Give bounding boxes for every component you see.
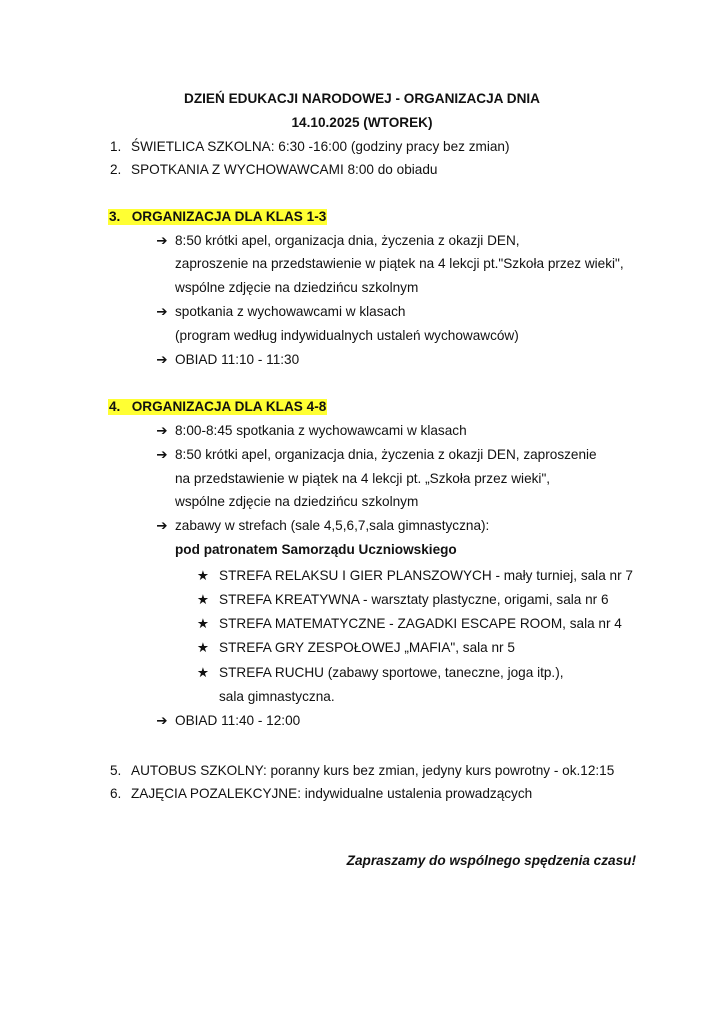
list-number: 2. bbox=[110, 162, 122, 177]
star-icon: ★ bbox=[196, 640, 210, 655]
bullet-text: OBIAD 11:40 - 12:00 bbox=[175, 713, 301, 728]
bullet-text: zabawy w strefach (sale 4,5,6,7,sala gimnastyczna): bbox=[175, 518, 490, 533]
bullet-text: 8:50 krótki apel, organizacja dnia, życzenia z okazji DEN, bbox=[175, 233, 520, 248]
star-icon: ★ bbox=[196, 616, 210, 631]
closing-invitation: Zapraszamy do wspólnego spędzenia czasu! bbox=[346, 853, 636, 868]
patron-note: pod patronatem Samorządu Uczniowskiego bbox=[175, 542, 457, 557]
zone-text: STREFA KREATYWNA - warsztaty plastyczne, origami, sala nr 6 bbox=[219, 592, 609, 607]
section-title: ORGANIZACJA DLA KLAS 4-8 bbox=[131, 399, 327, 414]
list-text: ZAJĘCIA POZALEKCYJNE: indywidualne ustalenia prowadzących bbox=[131, 786, 533, 801]
zone-text: STREFA RUCHU (zabawy sportowe, taneczne, joga itp.), bbox=[219, 665, 564, 680]
list-number: 1. bbox=[110, 139, 122, 154]
arrow-icon: ➔ bbox=[156, 518, 168, 533]
list-text: AUTOBUS SZKOLNY: poranny kurs bez zmian, jedyny kurs powrotny - ok.12:15 bbox=[131, 763, 615, 778]
bullet-text: wspólne zdjęcie na dziedzińcu szkolnym bbox=[175, 494, 419, 509]
arrow-icon: ➔ bbox=[156, 423, 168, 438]
bullet-text: na przedstawienie w piątek na 4 lekcji pt. „Szkoła przez wieki", bbox=[175, 471, 551, 486]
bullet-text: spotkania z wychowawcami w klasach bbox=[175, 304, 406, 319]
arrow-icon: ➔ bbox=[156, 713, 168, 728]
section-heading bbox=[108, 399, 327, 415]
star-icon: ★ bbox=[196, 592, 210, 607]
list-text: SPOTKANIA Z WYCHOWAWCAMI 8:00 do obiadu bbox=[131, 162, 438, 177]
zone-text: sala gimnastyczna. bbox=[219, 689, 335, 704]
arrow-icon: ➔ bbox=[156, 304, 168, 319]
section-number: 4. bbox=[109, 399, 121, 414]
section-title: ORGANIZACJA DLA KLAS 1-3 bbox=[131, 209, 327, 224]
list-text: ŚWIETLICA SZKOLNA: 6:30 -16:00 (godziny pracy bez zmian) bbox=[131, 139, 510, 154]
list-number: 5. bbox=[110, 763, 122, 778]
bullet-text: 8:00-8:45 spotkania z wychowawcami w klasach bbox=[175, 423, 467, 438]
arrow-icon: ➔ bbox=[156, 233, 168, 248]
star-icon: ★ bbox=[196, 568, 210, 583]
bullet-text: wspólne zdjęcie na dziedzińcu szkolnym bbox=[175, 280, 419, 295]
bullet-text: (program według indywidualnych ustaleń wychowawców) bbox=[175, 328, 519, 343]
bullet-text: zaproszenie na przedstawienie w piątek na 4 lekcji pt."Szkoła przez wieki", bbox=[175, 256, 624, 271]
list-number: 6. bbox=[110, 786, 122, 801]
arrow-icon: ➔ bbox=[156, 352, 168, 367]
bullet-text: OBIAD 11:10 - 11:30 bbox=[175, 352, 300, 367]
zone-text: STREFA RELAKSU I GIER PLANSZOWYCH - mały turniej, sala nr 7 bbox=[219, 568, 633, 583]
star-icon: ★ bbox=[196, 665, 210, 680]
zone-text: STREFA MATEMATYCZNE - ZAGADKI ESCAPE ROOM, sala nr 4 bbox=[219, 616, 622, 631]
bullet-text: 8:50 krótki apel, organizacja dnia, życzenia z okazji DEN, zaproszenie bbox=[175, 447, 597, 462]
section-heading bbox=[108, 209, 327, 225]
page-title: DZIEŃ EDUKACJI NARODOWEJ - ORGANIZACJA DNIA bbox=[184, 91, 540, 106]
page-date: 14.10.2025 (WTOREK) bbox=[291, 115, 433, 130]
section-number: 3. bbox=[109, 209, 121, 224]
zone-text: STREFA GRY ZESPOŁOWEJ „MAFIA", sala nr 5 bbox=[219, 640, 515, 655]
arrow-icon: ➔ bbox=[156, 447, 168, 462]
